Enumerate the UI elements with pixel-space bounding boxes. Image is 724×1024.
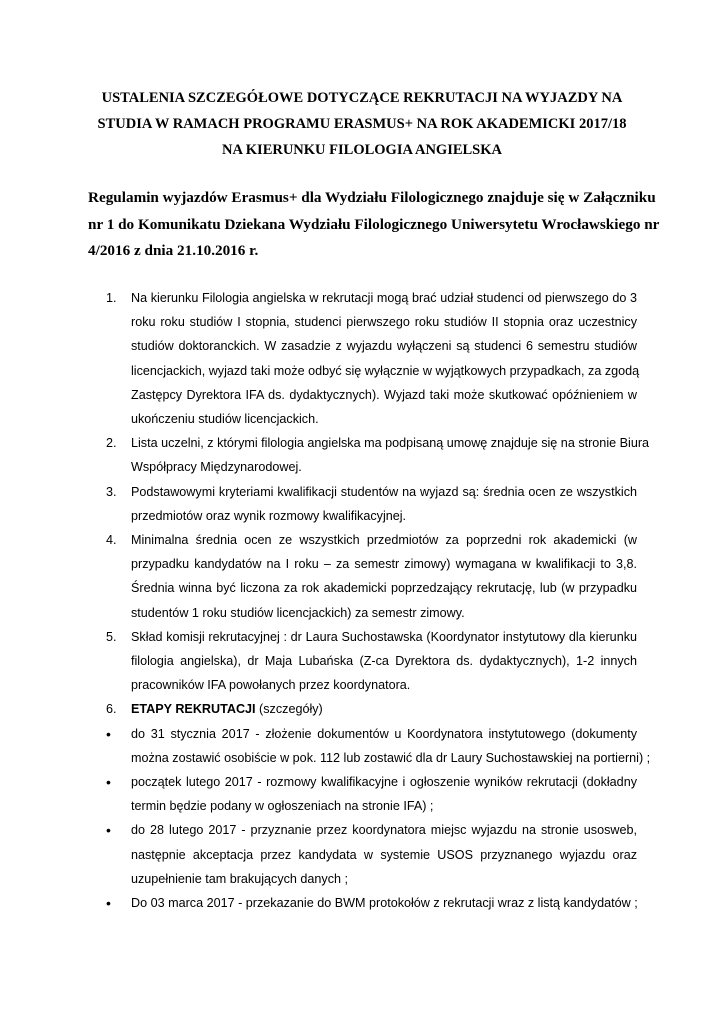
numbered-item: [0, 528, 637, 625]
item-text-line: Minimalna średnia ocen ze wszystkich przedmiotów za poprzedni rok akademicki (w: [131, 533, 637, 548]
item-text-line: studiów doktoranckich. W zasadzie z wyjazdu wyłączeni są studenci 6 semestru studiów: [131, 339, 637, 354]
item-text-line: licencjackich, wyjazd taki może odbyć się wyłącznie w wyjątkowych przypadkach, za zgodą: [131, 363, 640, 378]
item-number: 5.: [106, 629, 117, 644]
item-number: 3.: [106, 484, 117, 499]
numbered-item-stages: [0, 697, 637, 721]
numbered-item: [0, 625, 637, 698]
intro-line: 4/2016 z dnia 21.10.2016 r.: [88, 242, 259, 259]
item-text-line: ukończeniu studiów licencjackich.: [131, 412, 319, 427]
numbered-item: [0, 286, 640, 431]
item-text-line: filologia angielska), dr Maja Lubańska (Z-ca Dyrektora ds. dydaktycznych), 1-2 innych: [131, 654, 637, 669]
item-text-line: Podstawowymi kryteriami kwalifikacji studentów na wyjazd są: średnia ocen ze wszystkich: [131, 484, 637, 499]
item-text-line: początek lutego 2017 - rozmowy kwalifikacyjne i ogłoszenie wyników rekrutacji (dokładny: [131, 775, 637, 790]
regulation-intro: [88, 185, 660, 265]
title-line: NA KIERUNKU FILOLOGIA ANGIELSKA: [222, 142, 502, 158]
bullet-marker: •: [106, 725, 111, 742]
title-line: USTALENIA SZCZEGÓŁOWE DOTYCZĄCE REKRUTACJI NA WYJAZDY NA: [101, 90, 623, 106]
item-text-line: Lista uczelni, z którymi filologia angielska ma podpisaną umowę znajduje się na stronie Biura: [131, 436, 650, 451]
item-text-line: Na kierunku Filologia angielska w rekrutacji mogą brać udział studenci od pierwszego do 3: [131, 291, 637, 305]
item-text-line: można zostawić osobiście w pok. 112 lub zostawić dla dr Laury Suchostawskiej na portierni) ;: [131, 750, 651, 765]
bullet-marker: •: [106, 895, 111, 912]
stage-bullet-item: [0, 722, 651, 770]
intro-line: nr 1 do Komunikatu Dziekana Wydziału Filologicznego Uniwersytetu Wrocławskiego nr: [88, 215, 660, 233]
item-text-line: Skład komisji rekrutacyjnej : dr Laura Suchostawska (Koordynator instytutowy dla kierunku: [131, 629, 637, 644]
numbered-item: [0, 480, 637, 528]
item-text-line: uzupełnienie tam brakujących danych ;: [131, 871, 349, 886]
item-text-line: Współpracy Międzynarodowej.: [131, 460, 302, 475]
item-number: 6.: [106, 702, 117, 717]
item-text-line: roku roku studiów I stopnia, studenci pierwszego roku studiów II stopnia oraz uczestnicy: [131, 315, 637, 330]
item-text-line: Do 03 marca 2017 - przekazanie do BWM protokołów z rekrutacji wraz z listą kandydatów ;: [131, 896, 638, 911]
bullet-marker: •: [106, 822, 111, 839]
item-text-line: do 28 lutego 2017 - przyznanie przez koordynatora miejsc wyjazdu na stronie usosweb,: [131, 823, 637, 838]
item-number: 2.: [106, 436, 117, 451]
stages-heading: [131, 697, 637, 721]
item-text-line: przypadku kandydatów na I roku – za semestr zimowy) wymagana w kwalifikacji to 3,8.: [131, 557, 637, 572]
item-text-line: do 31 stycznia 2017 - złożenie dokumentów u Koordynatora instytutowego (dokumenty: [131, 726, 637, 741]
bullet-marker: •: [106, 774, 111, 791]
item-text-line: następnie akceptacja przez kandydata w systemie USOS przyznanego wyjazdu oraz: [131, 847, 637, 862]
item-text-line: studentów 1 roku studiów licencjackich) za semestr zimowy.: [131, 605, 465, 620]
item-number: 4.: [106, 533, 117, 548]
item-text-line: przedmiotów oraz wynik rozmowy kwalifikacyjnej.: [131, 508, 407, 523]
document-title: [60, 85, 664, 163]
recruitment-rules-list: [0, 286, 724, 915]
item-text-line: pracowników IFA powołanych przez koordynatora.: [131, 678, 411, 693]
stages-heading-bold: ETAPY REKRUTACJI: [131, 702, 256, 717]
stages-heading-note: (szczegóły): [255, 702, 323, 717]
intro-line: Regulamin wyjazdów Erasmus+ dla Wydziału Filologicznego znajduje się w Załączniku: [88, 189, 656, 206]
stage-bullet-item: [0, 770, 637, 818]
title-line: STUDIA W RAMACH PROGRAMU ERASMUS+ NA ROK AKADEMICKI 2017/18: [97, 116, 627, 132]
stage-bullet-item: [0, 891, 637, 915]
item-text-line: Zastępcy Dyrektora IFA ds. dydaktycznych). Wyjazd taki może skutkować opóźnieniem w: [131, 387, 637, 402]
stage-bullet-item: [0, 818, 637, 891]
item-text-line: termin będzie podany w ogłoszeniach na stronie IFA) ;: [131, 799, 434, 814]
item-text-line: Średnia winna być liczona za rok akademicki poprzedzający rekrutację, lub (w przypadku: [131, 581, 637, 596]
item-number: 1.: [106, 291, 117, 305]
numbered-item: [0, 431, 650, 479]
